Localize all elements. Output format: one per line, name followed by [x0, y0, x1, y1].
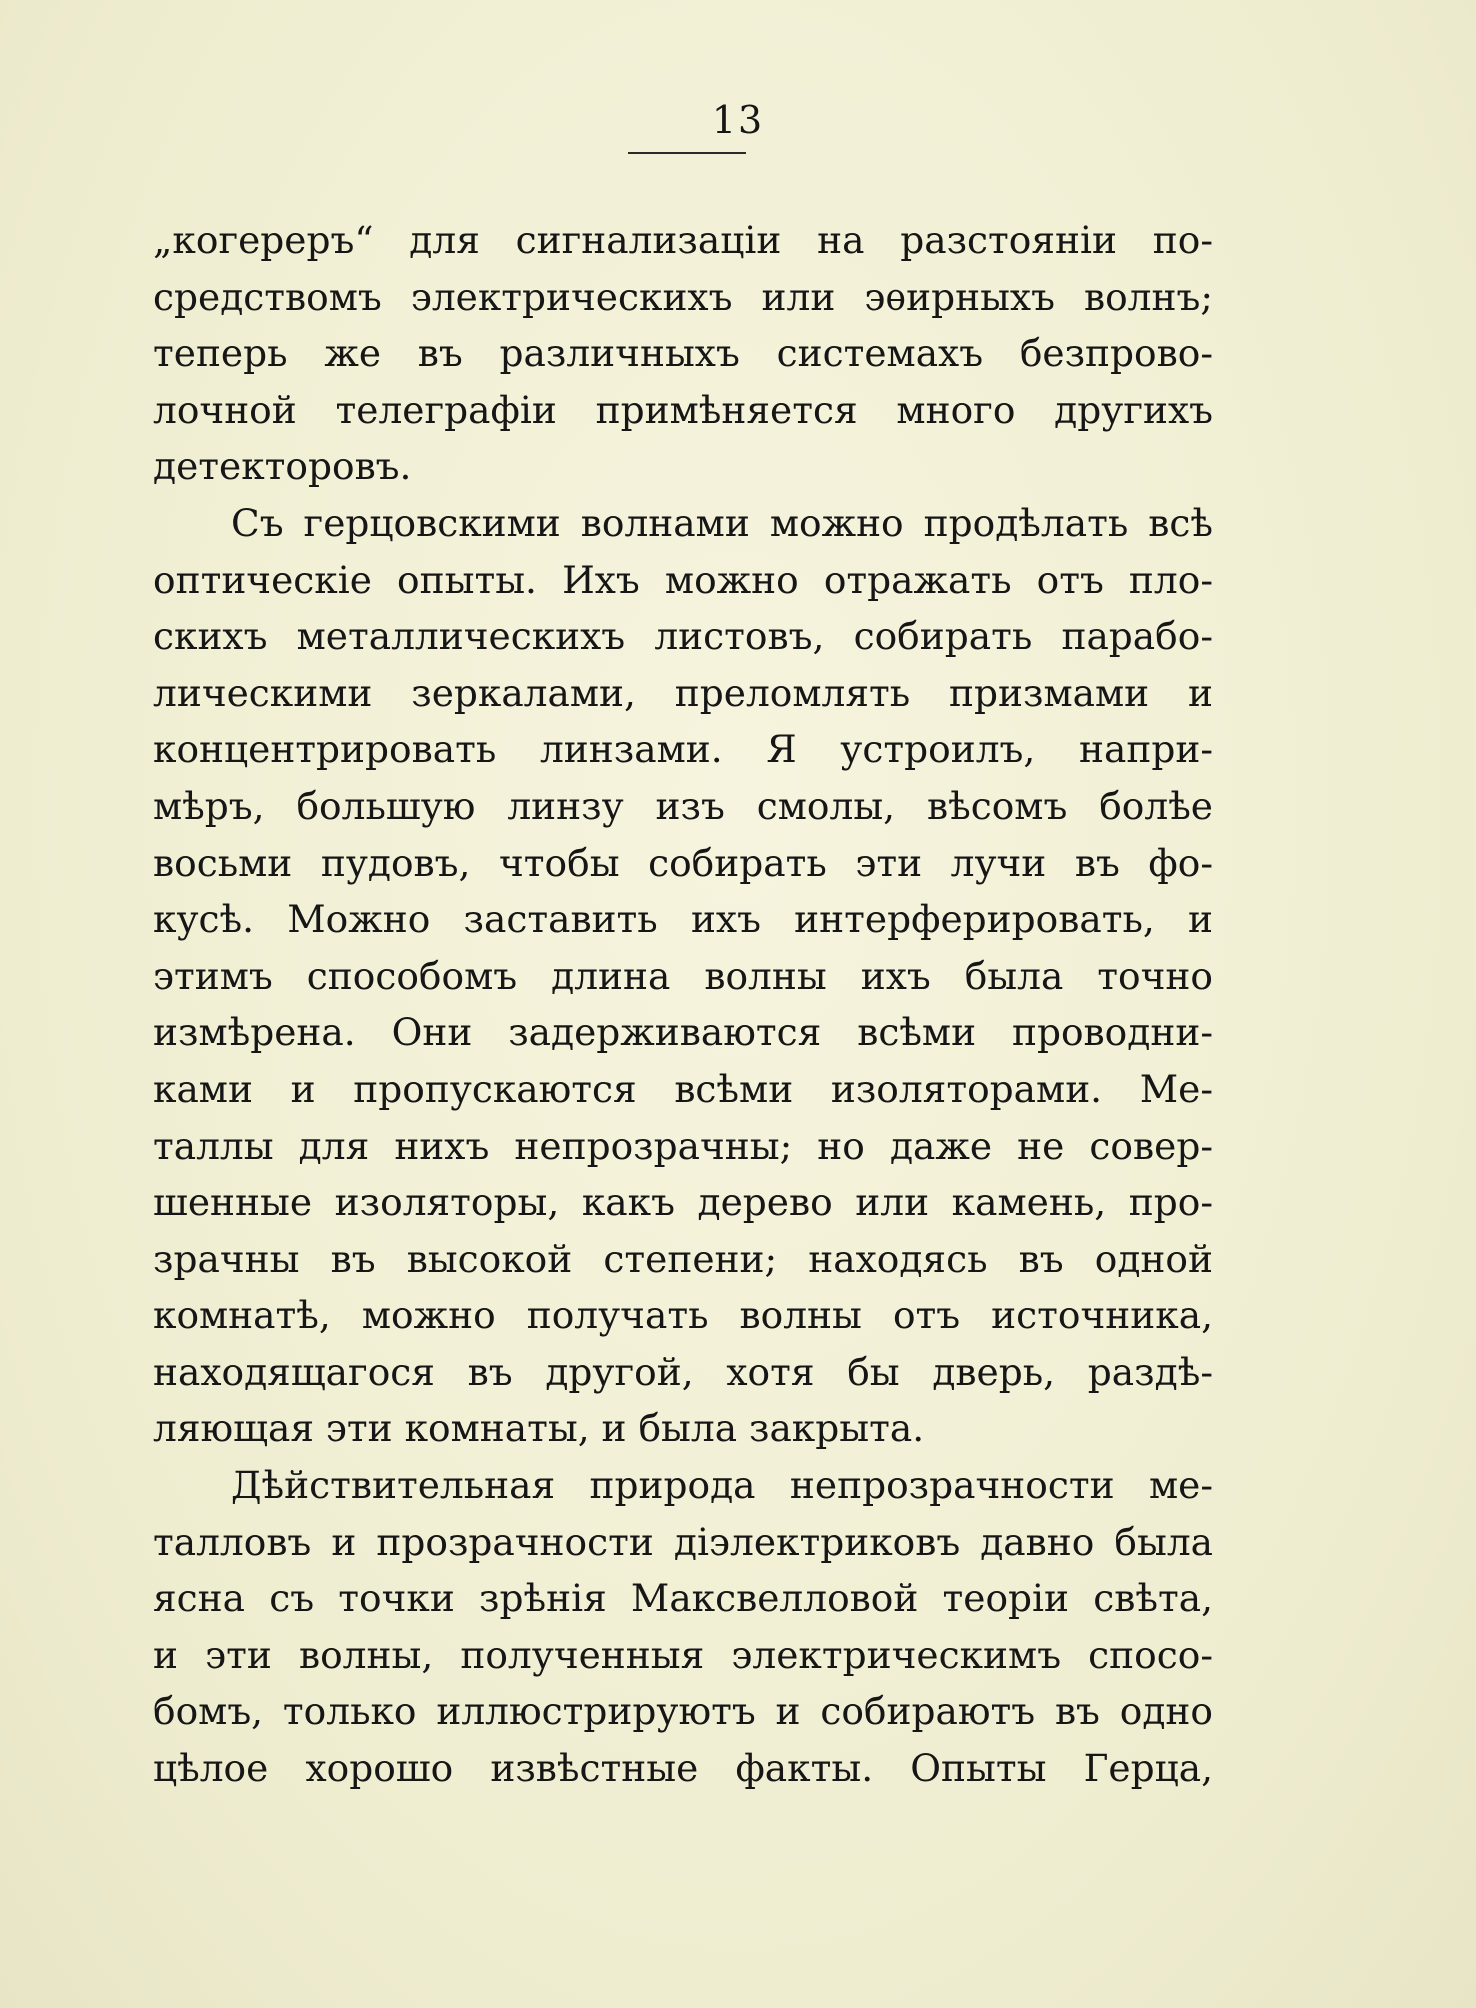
text-line: и эти волны, полученныя электрическимъ спосо-: [153, 1632, 1213, 1677]
text-line: ками и пропускаются всѣми изоляторами. Ме-: [153, 1066, 1213, 1111]
page-number: 13: [711, 98, 765, 142]
paragraph: [153, 495, 1213, 1457]
text-line: лическими зеркалами, преломлять призмами и: [153, 670, 1213, 715]
text-line: скихъ металлическихъ листовъ, собирать парабо-: [153, 614, 1213, 659]
paragraph: [153, 212, 1213, 495]
text-line: талловъ и прозрачности діэлектриковъ давно была: [153, 1519, 1213, 1564]
text-line: лочной телеграфіи примѣняется много другихъ: [153, 387, 1213, 432]
text-line: теперь же въ различныхъ системахъ безпрово-: [153, 331, 1213, 376]
text-line: этимъ способомъ длина волны ихъ была точно: [153, 953, 1213, 998]
text-line: ясна съ точки зрѣнія Максвелловой теоріи свѣта,: [153, 1576, 1213, 1621]
text-line: измѣрена. Они задерживаются всѣми проводни-: [153, 1010, 1213, 1055]
paragraph: [153, 1457, 1213, 1797]
text-line: мѣръ, большую линзу изъ смолы, вѣсомъ болѣе: [153, 783, 1213, 828]
text-line: концентрировать линзами. Я устроилъ, напри-: [153, 727, 1213, 772]
text-line: Съ герцовскими волнами можно продѣлать всѣ: [231, 500, 1213, 545]
text-line: таллы для нихъ непрозрачны; но даже не совер-: [153, 1123, 1213, 1168]
text-line: средствомъ электрическихъ или эѳирныхъ волнъ;: [153, 274, 1213, 319]
text-line: комнатѣ, можно получать волны отъ источника,: [153, 1293, 1213, 1338]
text-line: восьми пудовъ, чтобы собирать эти лучи въ фо-: [153, 840, 1213, 885]
text-line: находящагося въ другой, хотя бы дверь, раздѣ-: [153, 1349, 1213, 1394]
text-line: кусѣ. Можно заставить ихъ интерферировать, и: [153, 897, 1213, 942]
page-number-rule: [628, 152, 746, 154]
text-line: детекторовъ.: [153, 444, 412, 489]
text-line: оптическіе опыты. Ихъ можно отражать отъ пло-: [153, 557, 1213, 602]
text-line: шенные изоляторы, какъ дерево или камень, про-: [153, 1180, 1213, 1225]
text-line: бомъ, только иллюстрируютъ и собираютъ въ одно: [153, 1689, 1213, 1734]
body-text: [153, 212, 1213, 1797]
text-line: Дѣйствительная природа непрозрачности ме-: [231, 1463, 1213, 1508]
text-line: ляющая эти комнаты, и была закрыта.: [153, 1406, 925, 1451]
text-line: цѣлое хорошо извѣстные факты. Опыты Герца,: [153, 1746, 1213, 1791]
text-line: зрачны въ высокой степени; находясь въ одной: [153, 1236, 1213, 1281]
text-line: „когереръ“ для сигнализаціи на разстояніи по-: [153, 218, 1213, 262]
